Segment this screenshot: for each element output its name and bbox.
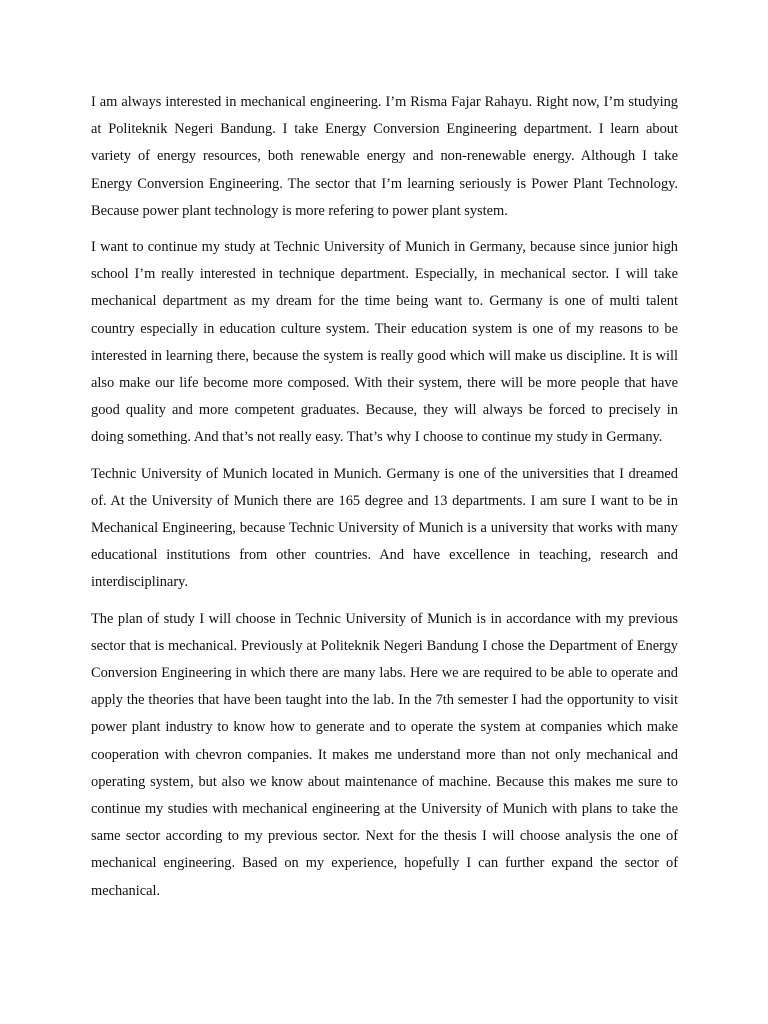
paragraph-motivation: I want to continue my study at Technic University of Munich in Germany, because since junior high school I’m really interested in technique department. Especially, in mechanical sector. I will take mechanical department as my dream for the time being want to. Germany is one of multi talent country especially in education culture system. Their education system is one of my reasons to be interested in learning there, because the system is really good which will make us discipline. It is will also make our life become more composed. With their system, there will be more people that have good quality and more competent graduates. Because, they will always be forced to precisely in doing something. And that’s not really easy. That’s why I choose to continue my study in Germany. [91,239,678,446]
paragraph-university: Technic University of Munich located in Munich. Germany is one of the universities that I dreamed of. At the University of Munich there are 165 degree and 13 departments. I am sure I want to be in Mechanical Engineering, because Technic University of Munich is a university that works with many educational institutions from other countries. And have excellence in teaching, research and interdisciplinary. [91,465,678,591]
paragraph-study-plan: The plan of study I will choose in Technic University of Munich is in accordance with my previous sector that is mechanical. Previously at Politeknik Negeri Bandung I chose the Department of Energy Conversion Engineering in which there are many labs. Here we are required to be able to operate and apply the theories that have been taught into the lab. In the 7th semester I had the opportunity to visit power plant industry to know how to generate and to operate the system at companies which make cooperation with chevron companies. It makes me understand more than not only mechanical and operating system, but also we know about maintenance of machine. Because this makes me sure to continue my studies with mechanical engineering at the University of Munich with plans to take the same sector according to my previous sector. Next for the thesis I will choose analysis the one of mechanical engineering. Based on my experience, hopefully I can further expand the sector of mechanical. [91,610,678,899]
paragraph-intro: I am always interested in mechanical engineering. I’m Risma Fajar Rahayu. Right now, I’m studying at Politeknik Negeri Bandung. I take Energy Conversion Engineering department. I learn about variety of energy resources, both renewable energy and non-renewable energy. Although I take Energy Conversion Engineering. The sector that I’m learning seriously is Power Plant Technology. Because power plant technology is more refering to power plant system. [91,94,678,219]
document-body [91,89,678,905]
